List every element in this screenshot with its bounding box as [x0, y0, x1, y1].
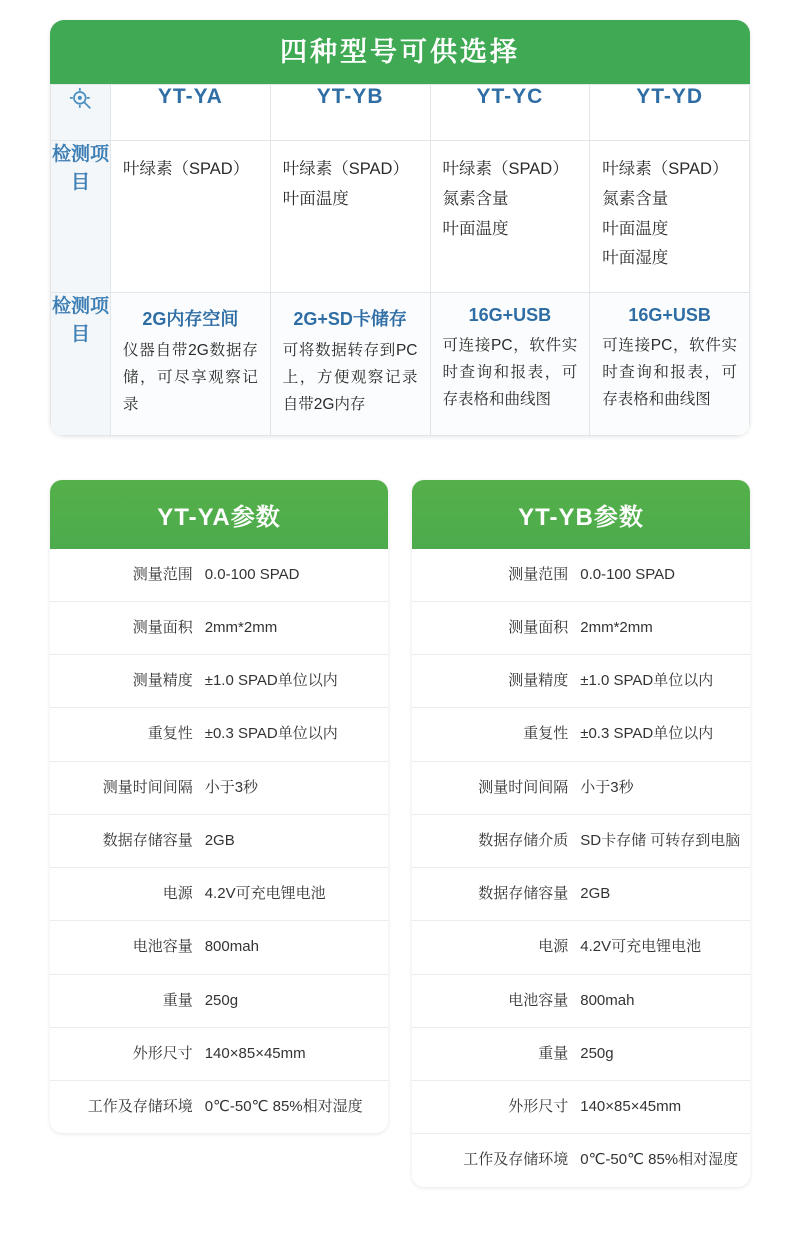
storage-desc: 可连接PC，软件实时查询和报表，可存表格和曲线图 [602, 337, 737, 409]
table-row [412, 549, 750, 602]
table-row [412, 601, 750, 654]
table-row [50, 761, 388, 814]
card-title-yb: YT-YB参数 [412, 480, 750, 549]
param-value: ±0.3 SPAD单位以内 [204, 725, 338, 743]
table-row [412, 761, 750, 814]
param-key: 测量范围 [508, 565, 569, 583]
detection-line: 叶面温度 [282, 190, 349, 209]
param-value: 140×85×45mm [580, 1098, 682, 1116]
gear-settings-icon [67, 85, 95, 118]
detection-line: 氮素含量 [442, 190, 509, 209]
model-name-1: YT-YB [316, 85, 384, 109]
param-key: 测量范围 [132, 565, 193, 583]
table-row [50, 601, 388, 654]
param-value: 小于3秒 [580, 778, 634, 796]
detection-line: 氮素含量 [602, 190, 669, 209]
table-row [50, 921, 388, 974]
parameter-table-ya [50, 549, 388, 1134]
param-value: 0.0-100 SPAD [580, 565, 676, 583]
model-header-cell [111, 85, 271, 141]
param-value: 4.2V可充电锂电池 [204, 885, 326, 903]
param-key: 测量精度 [508, 672, 569, 690]
table-row [412, 921, 750, 974]
param-value: ±1.0 SPAD单位以内 [204, 672, 338, 690]
param-key: 测量精度 [132, 672, 193, 690]
param-key: 测量时间间隔 [478, 778, 569, 796]
table-row [412, 814, 750, 867]
detection-line: 叶面湿度 [602, 249, 669, 268]
param-key: 外形尺寸 [132, 1044, 193, 1062]
param-key: 工作及存储环境 [87, 1098, 193, 1116]
param-value: 0℃-50℃ 85%相对湿度 [580, 1151, 739, 1169]
parameter-table-yb [412, 549, 750, 1187]
comparison-table [50, 84, 750, 435]
storage-cell-yd [590, 293, 750, 435]
table-row [50, 549, 388, 602]
table-row-detection-items [51, 141, 750, 293]
param-key: 重量 [162, 991, 193, 1009]
storage-head: 2G+SD卡储存 [293, 309, 407, 330]
storage-cell-ya [111, 293, 271, 435]
model-name-3: YT-YD [636, 85, 704, 109]
table-row [50, 1027, 388, 1080]
param-value: 800mah [580, 991, 635, 1009]
param-value: 0℃-50℃ 85%相对湿度 [204, 1098, 363, 1116]
param-key: 数据存储介质 [478, 831, 569, 849]
param-value: 2GB [204, 831, 235, 849]
table-row [412, 1134, 750, 1187]
comparison-title: 四种型号可供选择 [50, 20, 750, 84]
detection-line: 叶绿素（SPAD） [123, 160, 250, 179]
row-label-detection-items: 检测项目 [51, 141, 111, 293]
parameter-card-yb [412, 480, 750, 1187]
table-header-row [51, 85, 750, 141]
detection-cell-yb [270, 141, 430, 293]
param-key: 工作及存储环境 [463, 1151, 569, 1169]
param-key: 外形尺寸 [508, 1098, 569, 1116]
detection-cell-yd [590, 141, 750, 293]
storage-head: 16G+USB [468, 305, 552, 326]
detection-line: 叶绿素（SPAD） [442, 160, 569, 179]
detection-line: 叶绿素（SPAD） [602, 160, 729, 179]
detection-line: 叶面温度 [442, 219, 509, 238]
param-value: 2mm*2mm [204, 618, 278, 636]
param-key: 电池容量 [508, 991, 569, 1009]
row-label-storage: 检测项目 [51, 293, 111, 435]
table-row [50, 655, 388, 708]
detection-cell-yc [430, 141, 590, 293]
param-key: 测量面积 [508, 618, 569, 636]
model-comparison-card [50, 20, 750, 436]
storage-cell-yc [430, 293, 590, 435]
param-key: 数据存储容量 [102, 831, 193, 849]
table-row [412, 1027, 750, 1080]
table-row [50, 868, 388, 921]
param-value: 140×85×45mm [204, 1044, 306, 1062]
param-key: 重量 [538, 1044, 569, 1062]
param-value: 2mm*2mm [580, 618, 653, 636]
detection-cell-ya [111, 141, 271, 293]
param-value: 250g [204, 991, 239, 1009]
param-value: 4.2V可充电锂电池 [580, 938, 702, 956]
storage-desc: 可连接PC，软件实时查询和报表，可存表格和曲线图 [442, 337, 578, 409]
storage-head: 2G内存空间 [142, 309, 239, 330]
storage-head: 16G+USB [628, 305, 711, 326]
table-row [412, 708, 750, 761]
param-key: 测量时间间隔 [102, 778, 193, 796]
table-row [50, 708, 388, 761]
model-header-cell [590, 85, 750, 141]
param-value: 0.0-100 SPAD [204, 565, 300, 583]
param-key: 电源 [538, 938, 569, 956]
param-key: 测量面积 [132, 618, 193, 636]
model-header-cell [430, 85, 590, 141]
table-row [412, 868, 750, 921]
parameter-card-ya [50, 480, 388, 1134]
table-row-storage [51, 293, 750, 435]
param-key: 重复性 [147, 725, 193, 743]
param-value: 小于3秒 [204, 778, 259, 796]
param-value: 2GB [580, 885, 611, 903]
model-name-0: YT-YA [157, 85, 223, 109]
table-row [412, 1081, 750, 1134]
storage-desc: 可将数据转存到PC上，方便观察记录 自带2G内存 [282, 342, 418, 414]
param-value: ±0.3 SPAD单位以内 [580, 725, 714, 743]
table-row [50, 974, 388, 1027]
param-key: 数据存储容量 [478, 885, 569, 903]
table-row [412, 655, 750, 708]
table-row [412, 974, 750, 1027]
gear-settings-icon-cell [51, 85, 111, 141]
parameter-cards [50, 480, 750, 1187]
detection-line: 叶面温度 [602, 219, 669, 238]
product-spec-page [0, 20, 800, 1247]
param-value: 800mah [204, 938, 259, 956]
param-key: 重复性 [523, 725, 569, 743]
model-header-cell [270, 85, 430, 141]
model-name-2: YT-YC [476, 85, 544, 109]
param-key: 电源 [162, 885, 193, 903]
param-value: SD卡存储 可转存到电脑 [580, 831, 741, 849]
storage-cell-yb [270, 293, 430, 435]
table-row [50, 814, 388, 867]
storage-desc: 仪器自带2G数据存储，可尽享观察记录 [123, 342, 258, 414]
card-title-ya: YT-YA参数 [50, 480, 388, 549]
table-row [50, 1081, 388, 1134]
detection-line: 叶绿素（SPAD） [282, 160, 409, 179]
param-value: ±1.0 SPAD单位以内 [580, 672, 714, 690]
param-key: 电池容量 [132, 938, 193, 956]
param-value: 250g [580, 1044, 614, 1062]
